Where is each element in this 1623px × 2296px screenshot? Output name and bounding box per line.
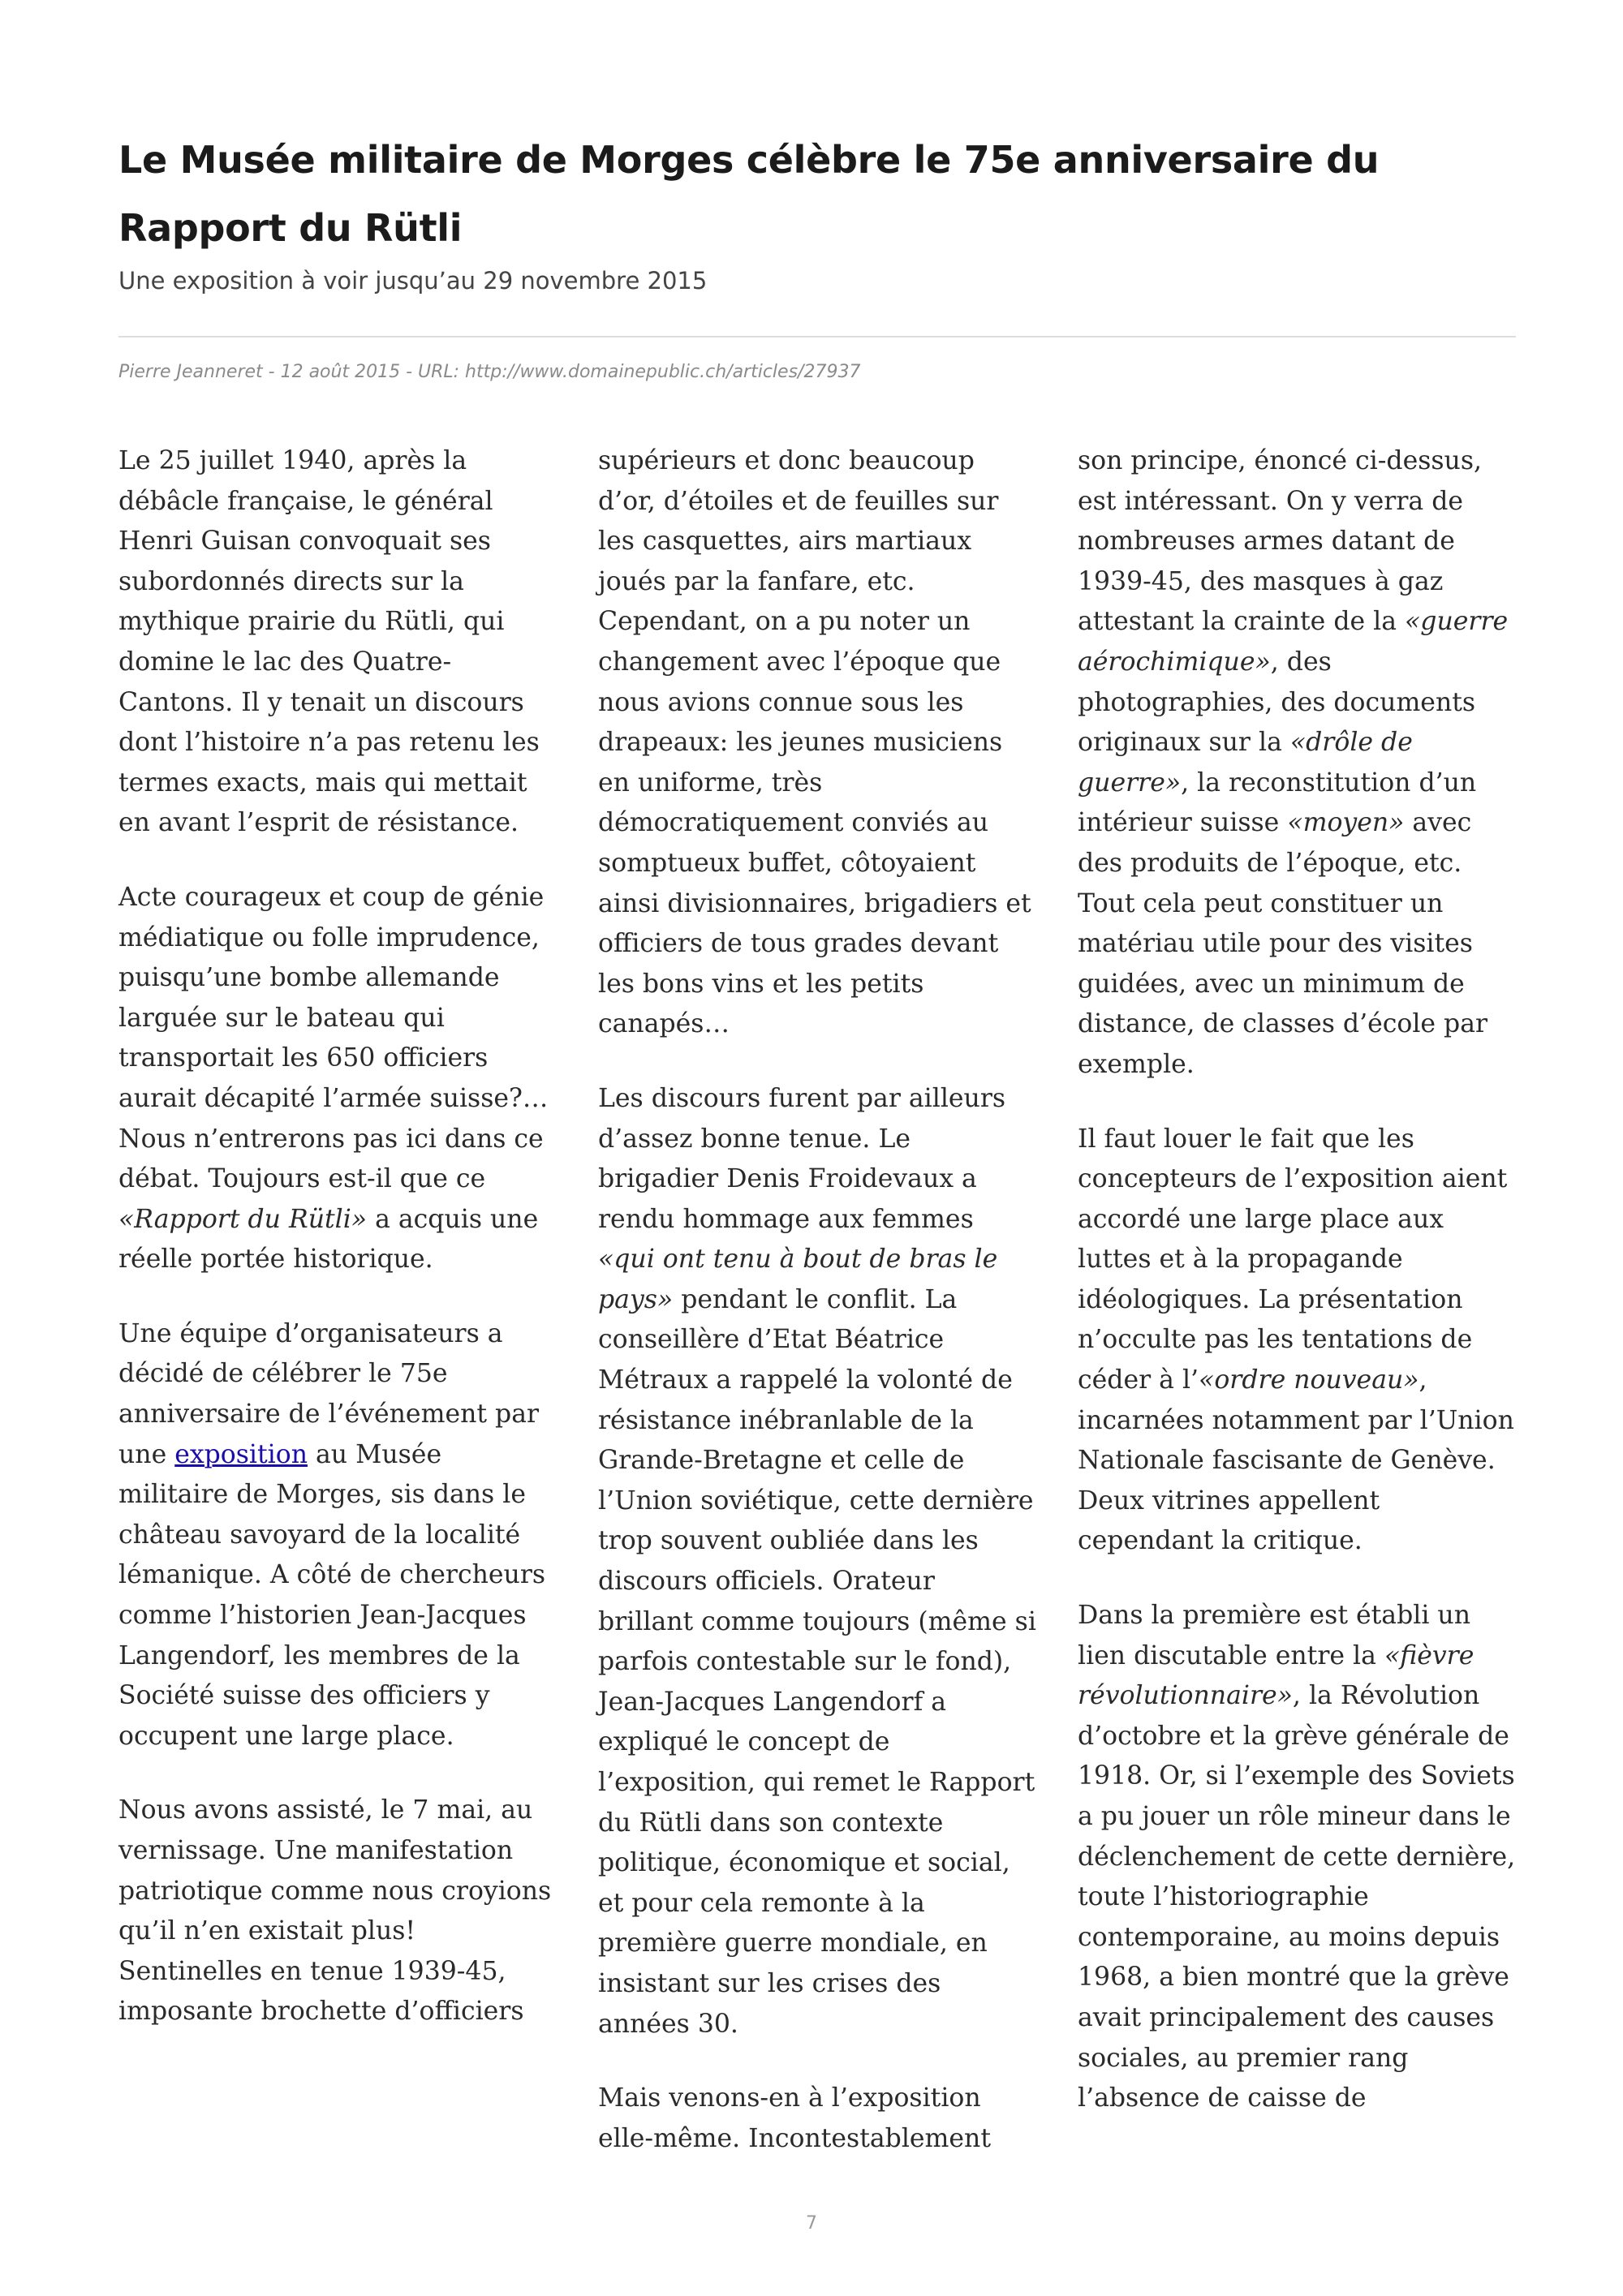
text-run: Une équipe d’organisateurs a décidé de célébrer le 75e anniversaire de l’événement par une: [118, 1318, 540, 1469]
page-number: 7: [806, 2213, 817, 2234]
text-run: Nous avons assisté, le 7 mai, au vernissage. Une manifestation patriotique comme nous croyions qu’il n’en existait plus! Sentinelles en tenue 1939-45, imposante brochette d’officiers: [118, 1795, 552, 2027]
text-run: son principe, énoncé ci-dessus, est intéressant. On y verra de nombreuses armes datant de 1939-45, des masques à gaz attestant la crainte de la: [1078, 446, 1483, 637]
column-3: [1078, 441, 1516, 2161]
paragraph: [1078, 441, 1516, 1086]
quote-text: «ordre nouveau»: [1199, 1365, 1419, 1395]
text-run: Les discours furent par ailleurs d’assez bonne tenue. Le brigadier Denis Froidevaux a rendu hommage aux femmes: [598, 1083, 1006, 1234]
text-run: , des photographies, des documents originaux sur la: [1078, 647, 1476, 758]
text-run: , incarnées notamment par l’Union Nationale fascisante de Genève. Deux vitrines appellent cependant la critique.: [1078, 1365, 1514, 1556]
text-run: Il faut louer le fait que les concepteurs de l’exposition aient accordé une large place aux luttes et à la propagande idéologiques. La présentation n’occulte pas les tentations de céder à l’: [1078, 1124, 1508, 1395]
article-meta: Pierre Jeanneret - 12 août 2015 - URL: http://www.domainepublic.ch/articles/27937: [118, 362, 861, 382]
text-run: au Musée militaire de Morges, sis dans le château savoyard de la localité lémanique. A côté de chercheurs comme l’historien Jean-Jacques Langendorf, les membres de la Société suisse des officiers y occupent une large place.: [118, 1439, 546, 1751]
text-run: supérieurs et donc beaucoup d’or, d’étoiles et de feuilles sur les casquettes, airs martiaux joués par la fanfare, etc. Cependant, on a pu noter un changement avec l’époque que nous avions connue sous les drapeaux: les jeunes musiciens en uniforme, très démocratiquement conviés au somptueux buffet, côtoyaient ainsi divisionnaires, brigadiers et officiers de tous grades devant les bons vins et les petits canapés…: [598, 446, 1031, 1039]
paragraph: [598, 2079, 1036, 2159]
paragraph: [118, 1314, 557, 1757]
paragraph: [118, 441, 557, 844]
text-run: Le 25 juillet 1940, après la débâcle française, le général Henri Guisan convoquait ses subordonnés directs sur la mythique prairie du Rütli, qui domine le lac des Quatre-Cantons. Il y tenait un discours dont l’histoire n’a pas retenu les termes exacts, mais qui mettait en avant l’esprit de résistance.: [118, 446, 540, 838]
text-run: pendant le conflit. La conseillère d’Etat Béatrice Métraux a rappelé la volonté de résistance inébranlable de la Grande-Bretagne et celle de l’Union soviétique, cette dernière trop souvent oubliée dans les discours officiels. Orateur brillant comme toujours (même si parfois contestable sur le fond), Jean-Jacques Langendorf a expliqué le concept de l’exposition, qui remet le Rapport du Rütli dans son contexte politique, économique et social, et pour cela remonte à la première guerre mondiale, en insistant sur les crises des années 30.: [598, 1284, 1036, 2039]
quote-text: «qui ont tenu à bout de bras le pays»: [598, 1245, 998, 1314]
article-subtitle: Une exposition à voir jusqu’au 29 novembre 2015: [118, 267, 708, 295]
text-run: , la Révolution d’octobre et la grève générale de 1918. Or, si l’exemple des Soviets a pu jouer un rôle mineur dans le déclenchement de cette dernière, toute l’historiographie contemporaine, au moins depuis 1968, a bien montré que la grève avait principalement des causes sociales, au premier rang l’absence de caisse de: [1078, 1681, 1516, 2113]
column-2: [598, 441, 1036, 2161]
quote-text: «drôle de guerre»: [1078, 728, 1413, 798]
quote-text: «moyen»: [1287, 808, 1405, 838]
paragraph: [598, 441, 1036, 1045]
exposition-link[interactable]: exposition: [174, 1439, 308, 1469]
quote-text: «fièvre révolutionnaire»: [1078, 1640, 1474, 1711]
text-run: Mais venons-en à l’exposition elle-même. Incontestablement: [598, 2083, 991, 2153]
quote-text: «guerre aérochimique»: [1078, 607, 1509, 677]
paragraph: [1078, 1596, 1516, 2119]
paragraph: [598, 1079, 1036, 2044]
text-run: a acquis une réelle portée historique.: [118, 1204, 539, 1275]
text-run: Dans la première est établi un lien discutable entre la: [1078, 1601, 1470, 1670]
article-body: [118, 441, 1516, 2161]
text-run: , la reconstitution d’un intérieur suisse: [1078, 767, 1477, 838]
quote-text: «Rapport du Rütli»: [118, 1204, 368, 1234]
paragraph: [118, 1791, 557, 2032]
paragraph: [118, 878, 557, 1280]
header-divider: [118, 336, 1516, 338]
column-1: [118, 441, 557, 2161]
text-run: Acte courageux et coup de génie médiatique ou folle imprudence, puisqu’une bombe allemande larguée sur le bateau qui transportait les 650 officiers aurait décapité l’armée suisse?… Nous n’entrerons pas ici dans ce débat. Toujours est-il que ce: [118, 882, 549, 1194]
text-run: avec des produits de l’époque, etc. Tout cela peut constituer un matériau utile pour des visites guidées, avec un minimum de distance, de classes d’école par exemple.: [1078, 808, 1488, 1079]
article-title: Le Musée militaire de Morges célèbre le 75e anniversaire du Rapport du Rütli: [118, 138, 1380, 250]
paragraph: [1078, 1120, 1516, 1563]
